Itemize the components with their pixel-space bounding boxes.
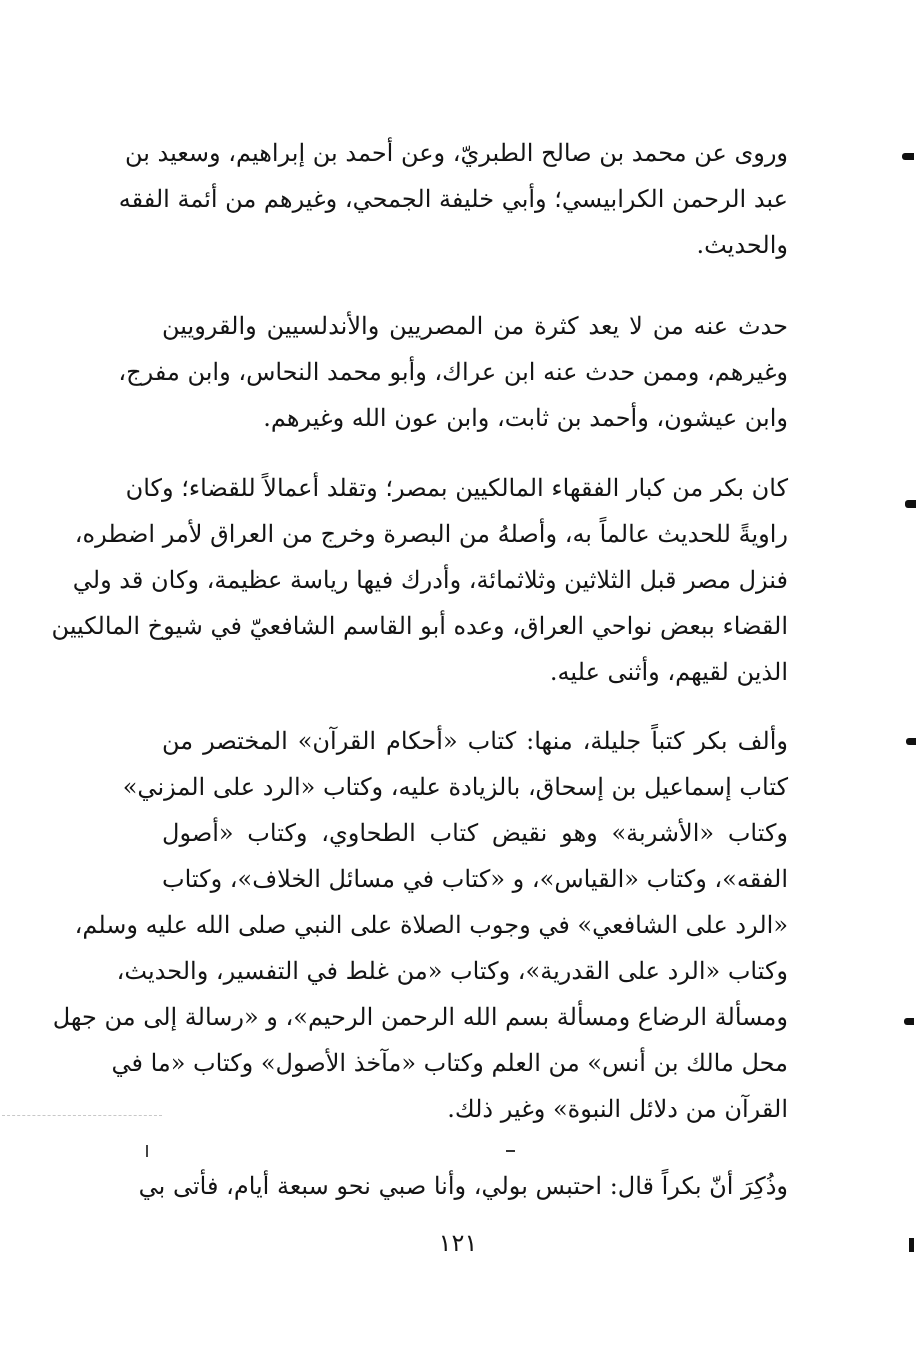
scan-mark	[506, 1150, 515, 1152]
paragraph-biography	[51, 465, 788, 695]
scan-mark	[905, 500, 916, 508]
text-line: وابن عيشون، وأحمد بن ثابت، وابن عون الله وغيرهم.	[263, 404, 788, 432]
page-number: ١٢١	[438, 1229, 478, 1257]
text-line: كان بكر من كبار الفقهاء المالكيين بمصر؛ وتقلد أعمالاً للقضاء؛ وكان	[125, 474, 788, 502]
text-line: وروى عن محمد بن صالح الطبريّ، وعن أحمد بن إبراهيم، وسعيد بن	[124, 139, 788, 167]
text-line: وكتاب «الرد على القدرية»، وكتاب «من غلط في التفسير، والحديث،	[116, 957, 788, 985]
paragraph-students	[118, 303, 788, 441]
text-line: عبد الرحمن الكرابيسي؛ وأبي خليفة الجمحي، وغيرهم من أئمة الفقه	[118, 185, 788, 213]
text-line: محل مالك بن أنس» من العلم وكتاب «مآخذ الأصول» وكتاب «ما في	[111, 1049, 788, 1077]
text-line: وألف بكر كتباً جليلة، منها: كتاب «أحكام القرآن» المختصر من	[162, 727, 788, 755]
text-line: الفقه»، وكتاب «القياس»، و «كتاب في مسائل الخلاف»، وكتاب	[162, 865, 788, 893]
text-line: القضاء ببعض نواحي العراق، وعده أبو القاسم الشافعيّ في شيوخ المالكيين	[51, 612, 788, 640]
scan-mark	[909, 1238, 914, 1252]
text-line: كتاب إسماعيل بن إسحاق، بالزيادة عليه، وكتاب «الرد على المزني»	[122, 773, 788, 801]
text-line: وكتاب «الأشربة» وهو نقيض كتاب الطحاوي، وكتاب «أصول	[162, 819, 788, 847]
scan-mark	[902, 153, 914, 160]
text-line: ومسألة الرضاع ومسألة بسم الله الرحمن الرحيم»، و «رسالة إلى من جهل	[52, 1003, 788, 1031]
scan-mark	[146, 1145, 148, 1157]
text-line: راويةً للحديث عالماً به، وأصلهُ من البصرة وخرج من العراق لأمر اضطره،	[74, 520, 788, 548]
paragraph-works	[52, 718, 788, 1132]
paragraph-narrators	[118, 130, 788, 268]
text-line: والحديث.	[696, 231, 788, 259]
text-line: فنزل مصر قبل الثلاثين وثلاثمائة، وأدرك فيها رياسة عظيمة، وكان قد ولي	[72, 566, 788, 594]
scan-guide-line	[2, 1115, 162, 1117]
scan-mark	[904, 1018, 914, 1025]
paragraph-anecdote	[138, 1163, 788, 1209]
scan-mark	[906, 738, 916, 745]
text-line: حدث عنه من لا يعد كثرة من المصريين والأندلسيين والقرويين	[162, 312, 788, 340]
text-line: الذين لقيهم، وأثنى عليه.	[549, 658, 788, 686]
text-line: وذُكِرَ أنّ بكراً قال: احتبس بولي، وأنا صبي نحو سبعة أيام، فأتى بي	[138, 1172, 788, 1200]
text-line: «الرد على الشافعي» في وجوب الصلاة على النبي صلى الله عليه وسلم،	[74, 911, 788, 939]
text-line: القرآن من دلائل النبوة» وغير ذلك.	[447, 1095, 788, 1123]
text-line: وغيرهم، وممن حدث عنه ابن عراك، وأبو محمد النحاس، وابن مفرج،	[118, 358, 788, 386]
